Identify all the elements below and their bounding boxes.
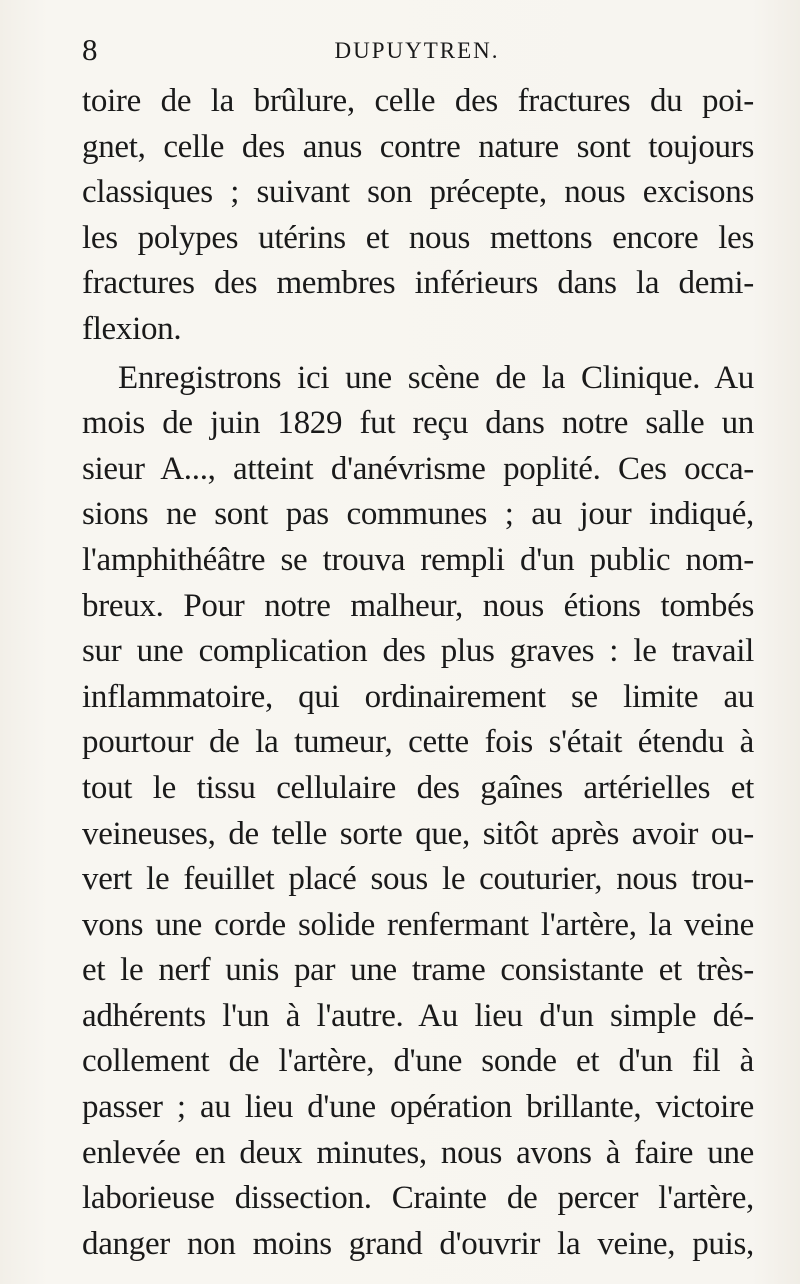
text-line: sions ne sont pas communes ; au jour indiqué, <box>82 496 754 533</box>
running-title: DUPUYTREN. <box>334 38 500 63</box>
text-line: tout le tissu cellulaire des gaînes artérielles et <box>82 769 754 806</box>
text-line: Enregistrons ici une scène de la Clinique. Au <box>118 359 754 396</box>
text-line: pourtour de la tumeur, cette fois s'était étendu à <box>82 724 754 761</box>
text-line: sur une complication des plus graves : le travail <box>82 633 754 670</box>
text-line: vert le feuillet placé sous le couturier, nous trou- <box>82 861 754 898</box>
body-text <box>82 79 754 1267</box>
text-line: fractures des membres inférieurs dans la demi- <box>82 265 754 302</box>
text-line: et le nerf unis par une trame consistante et très- <box>82 952 754 989</box>
text-line: adhérents l'un à l'autre. Au lieu d'un simple dé- <box>82 997 754 1034</box>
text-line: laborieuse dissection. Crainte de percer l'artère, <box>82 1180 754 1217</box>
text-line: breux. Pour notre malheur, nous étions tombés <box>82 587 754 624</box>
page-header <box>82 30 752 70</box>
text-line: les polypes utérins et nous mettons encore les <box>82 219 754 256</box>
text-line: passer ; au lieu d'une opération brillante, victoire <box>82 1089 754 1126</box>
text-line: flexion. <box>82 310 182 347</box>
text-line: danger non moins grand d'ouvrir la veine, puis, <box>82 1225 754 1262</box>
text-line: l'amphithéâtre se trouva rempli d'un public nom- <box>82 541 754 578</box>
text-line: collement de l'artère, d'une sonde et d'un fil à <box>82 1043 754 1080</box>
text-line: enlevée en deux minutes, nous avons à faire une <box>82 1134 754 1171</box>
page-number: 8 <box>82 32 98 67</box>
text-line: veineuses, de telle sorte que, sitôt après avoir ou- <box>82 815 754 852</box>
text-line: vons une corde solide renfermant l'artère, la veine <box>82 906 754 943</box>
text-line: gnet, celle des anus contre nature sont toujours <box>82 128 754 165</box>
text-line: toire de la brûlure, celle des fractures du poi- <box>82 83 754 119</box>
text-line: classiques ; suivant son précepte, nous excisons <box>82 174 754 211</box>
text-line: mois de juin 1829 fut reçu dans notre salle un <box>82 405 754 442</box>
text-line: inflammatoire, qui ordinairement se limite au <box>82 678 754 715</box>
text-line: sieur A..., atteint d'anévrisme poplité. Ces occa- <box>82 450 754 487</box>
